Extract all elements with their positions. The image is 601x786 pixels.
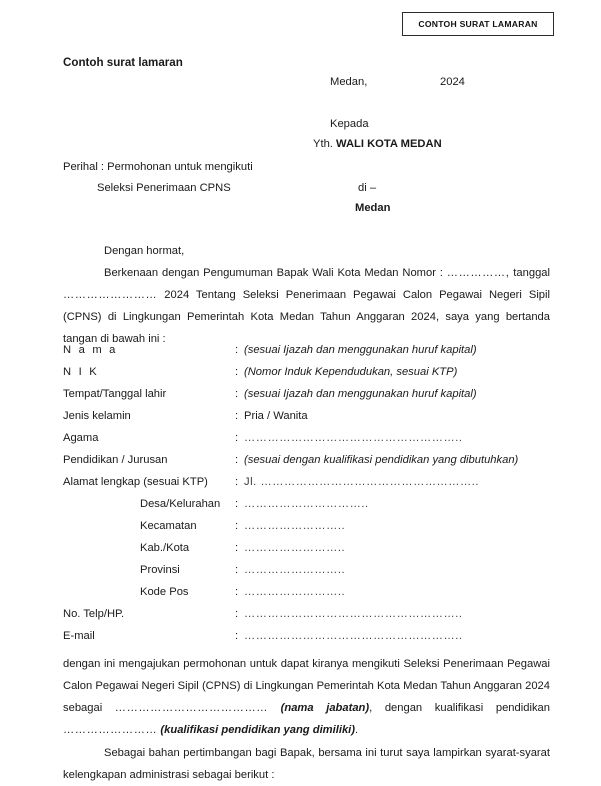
biodata-row bbox=[63, 520, 553, 542]
subject-line-2: Seleksi Penerimaan CPNS bbox=[97, 182, 231, 194]
recipient-prefix: Yth. bbox=[313, 138, 337, 150]
biodata-label: N a m a bbox=[63, 344, 118, 356]
biodata-row bbox=[63, 608, 553, 630]
subject-line-1: Perihal : Permohonan untuk mengikuti bbox=[63, 161, 253, 173]
biodata-colon: : bbox=[235, 564, 239, 576]
biodata-label: Kode Pos bbox=[140, 586, 189, 598]
closing-text-2: , dengan kualifikasi pendidikan bbox=[369, 702, 550, 714]
recipient-kepada-label: Kepada bbox=[330, 118, 369, 130]
biodata-value: (Nomor Induk Kependudukan, sesuai KTP) bbox=[244, 366, 458, 378]
biodata-label: Pendidikan / Jurusan bbox=[63, 454, 168, 466]
closing-dots-kualifikasi: …………………… bbox=[63, 724, 158, 736]
recipient-di-label: di – bbox=[358, 182, 377, 194]
recipient-name: WALI KOTA MEDAN bbox=[336, 138, 442, 150]
biodata-label: E-mail bbox=[63, 630, 95, 642]
intro-text-2: tanggal bbox=[509, 267, 550, 279]
closing-emph-jabatan: (nama jabatan) bbox=[268, 702, 370, 714]
biodata-row bbox=[63, 344, 553, 366]
biodata-colon: : bbox=[235, 454, 239, 466]
salutation: Dengan hormat, bbox=[104, 245, 185, 257]
biodata-label: Desa/Kelurahan bbox=[140, 498, 221, 510]
intro-dots-tanggal: …………………… bbox=[63, 289, 158, 301]
biodata-value: Jl. ……………………………………………….. bbox=[244, 476, 480, 488]
biodata-colon: : bbox=[235, 542, 239, 554]
biodata-value: ……………………………………………….. bbox=[244, 630, 463, 642]
biodata-label: Agama bbox=[63, 432, 99, 444]
biodata-value: …………………….. bbox=[244, 542, 346, 554]
biodata-value: ………………………….. bbox=[244, 498, 369, 510]
biodata-row bbox=[63, 410, 553, 432]
biodata-row bbox=[63, 542, 553, 564]
biodata-colon: : bbox=[235, 630, 239, 642]
biodata-value: …………………….. bbox=[244, 586, 346, 598]
intro-paragraph bbox=[63, 262, 550, 350]
biodata-colon: : bbox=[235, 432, 239, 444]
biodata-colon: : bbox=[235, 586, 239, 598]
biodata-colon: : bbox=[235, 410, 239, 422]
intro-text-1: Berkenaan dengan Pengumuman Bapak Wali Kota Medan Nomor : bbox=[104, 267, 447, 279]
biodata-label: Tempat/Tanggal lahir bbox=[63, 388, 167, 400]
biodata-value: (sesuai dengan kualifikasi pendidikan yang dibutuhkan) bbox=[244, 454, 519, 466]
stamp-label: CONTOH SURAT LAMARAN bbox=[418, 19, 538, 29]
place-label: Medan, bbox=[330, 76, 368, 88]
biodata-value: …………………….. bbox=[244, 564, 346, 576]
biodata-value: (sesuai Ijazah dan menggunakan huruf kapital) bbox=[244, 344, 477, 356]
intro-dots-nomor: ……………, bbox=[446, 267, 510, 279]
intro-text-3: 2024 Tentang Seleksi Penerimaan Pegawai Calon Pegawai Negeri Sipil (CPNS) di Lingkungan Pemerintah Kota Medan Tahun Anggaran 2024, saya yang bertanda tangan di bawah ini : bbox=[63, 289, 550, 345]
closing-dots-jabatan: ………………………………… bbox=[114, 702, 269, 714]
biodata-row bbox=[63, 630, 553, 652]
year-label: 2024 bbox=[440, 76, 465, 88]
biodata-value: …………………….. bbox=[244, 520, 346, 532]
biodata-value: ……………………………………………….. bbox=[244, 608, 463, 620]
biodata-colon: : bbox=[235, 366, 239, 378]
closing-text-1: dengan ini mengajukan permohonan untuk dapat kiranya mengikuti Seleksi Penerimaan Pegawai Calon Pegawai Negeri Sipil (CPNS) di Lingkungan Pemerintah Kota Medan Tahun Anggaran 2024 sebagai bbox=[63, 658, 550, 714]
biodata-colon: : bbox=[235, 498, 239, 510]
biodata-value: (sesuai Ijazah dan menggunakan huruf kapital) bbox=[244, 388, 477, 400]
closing-text-3: . bbox=[355, 724, 359, 736]
biodata-label: Alamat lengkap (sesuai KTP) bbox=[63, 476, 208, 488]
biodata-label: N I K bbox=[63, 366, 99, 378]
biodata-row bbox=[63, 388, 553, 410]
biodata-label: Jenis kelamin bbox=[63, 410, 131, 422]
biodata-row bbox=[63, 564, 553, 586]
recipient-line bbox=[313, 138, 442, 150]
biodata-label: Provinsi bbox=[140, 564, 180, 576]
biodata-colon: : bbox=[235, 608, 239, 620]
final-paragraph: Sebagai bahan pertimbangan bagi Bapak, bersama ini turut saya lampirkan syarat-syarat kelengkapan administrasi sebagai berikut : bbox=[63, 747, 550, 781]
biodata-row bbox=[63, 476, 553, 498]
biodata-value: ……………………………………………….. bbox=[244, 432, 463, 444]
biodata-colon: : bbox=[235, 388, 239, 400]
biodata-colon: : bbox=[235, 344, 239, 356]
page-title: Contoh surat lamaran bbox=[63, 56, 183, 69]
closing-emph-kualifikasi: (kualifikasi pendidikan yang dimiliki) bbox=[157, 724, 356, 736]
biodata-row bbox=[63, 498, 553, 520]
biodata-row bbox=[63, 432, 553, 454]
closing-paragraph bbox=[63, 653, 550, 741]
biodata-row bbox=[63, 586, 553, 608]
biodata-row bbox=[63, 366, 553, 388]
biodata-label: Kab./Kota bbox=[140, 542, 190, 554]
biodata-label: Kecamatan bbox=[140, 520, 197, 532]
contoh-surat-lamaran-stamp bbox=[402, 12, 554, 36]
biodata-colon: : bbox=[235, 476, 239, 488]
biodata-colon: : bbox=[235, 520, 239, 532]
biodata-row bbox=[63, 454, 553, 476]
recipient-city: Medan bbox=[355, 202, 391, 214]
biodata-label: No. Telp/HP. bbox=[63, 608, 125, 620]
biodata-value: Pria / Wanita bbox=[244, 410, 308, 422]
biodata-list bbox=[63, 344, 553, 652]
